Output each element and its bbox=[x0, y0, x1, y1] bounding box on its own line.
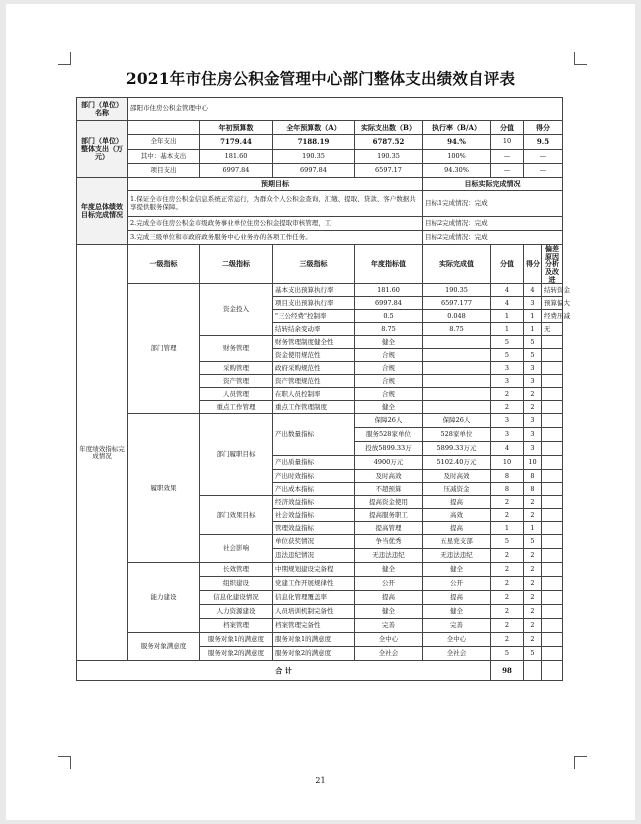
ind-actual: 190.35 bbox=[423, 284, 491, 297]
ind-note bbox=[542, 336, 563, 349]
ind-got: 8 bbox=[524, 483, 542, 496]
ind-target: 0.5 bbox=[355, 310, 423, 323]
budget-header: 实际支出数（B） bbox=[355, 121, 423, 135]
budget-cell: 6787.52 bbox=[355, 135, 423, 150]
ind-actual: 5102.40万元 bbox=[423, 456, 491, 470]
ind-actual: 五星党支部 bbox=[423, 535, 491, 549]
ind-got: 10 bbox=[524, 456, 542, 470]
ind-score: 2 bbox=[491, 549, 524, 563]
goals-header-target: 预期目标 bbox=[128, 178, 423, 191]
ind-l3: 政府采购规范性 bbox=[273, 362, 355, 375]
unit-name: 邵阳市住房公积金管理中心 bbox=[128, 98, 563, 121]
budget-cell: 10 bbox=[491, 135, 524, 150]
ind-note bbox=[542, 442, 563, 456]
goals-label: 年度总体绩效目标完成情况 bbox=[77, 178, 128, 245]
ind-l3: 财务管理制度健全性 bbox=[273, 336, 355, 349]
ind-score: 2 bbox=[491, 605, 524, 619]
ind-l1: 能力建设 bbox=[128, 563, 200, 633]
ind-target: 提高管理 bbox=[355, 522, 423, 535]
ind-l1: 部门管理 bbox=[128, 284, 200, 414]
ind-target: 投放5899.33万 bbox=[355, 442, 423, 456]
ind-header: 偏差原因分析及改进 bbox=[542, 245, 563, 284]
ind-note bbox=[542, 577, 563, 591]
ind-target: 公开 bbox=[355, 577, 423, 591]
ind-target: 提高资金使用 bbox=[355, 496, 423, 509]
ind-got: 3 bbox=[524, 375, 542, 388]
ind-score: 3 bbox=[491, 414, 524, 428]
goal-actual: 目标2完成情况：完成 bbox=[423, 217, 563, 231]
ind-actual bbox=[423, 375, 491, 388]
ind-l2: 人员管理 bbox=[200, 388, 273, 401]
ind-actual: 全社会 bbox=[423, 647, 491, 661]
ind-target: 全中心 bbox=[355, 633, 423, 647]
ind-header: 实际完成值 bbox=[423, 245, 491, 284]
ind-score: 2 bbox=[491, 619, 524, 633]
ind-l3: 产出数量指标 bbox=[273, 414, 355, 456]
ind-target: 完善 bbox=[355, 619, 423, 633]
ind-header: 分值 bbox=[491, 245, 524, 284]
ind-note bbox=[542, 456, 563, 470]
ind-target: 合规 bbox=[355, 362, 423, 375]
ind-target: 合规 bbox=[355, 388, 423, 401]
ind-note bbox=[542, 522, 563, 535]
ind-l3: 单位获奖情况 bbox=[273, 535, 355, 549]
ind-l2: 部门效果目标 bbox=[200, 496, 273, 535]
ind-actual bbox=[423, 336, 491, 349]
ind-score: 5 bbox=[491, 647, 524, 661]
ind-actual: 健全 bbox=[423, 563, 491, 577]
goal-actual: 目标1完成情况：完成 bbox=[423, 191, 563, 217]
ind-actual bbox=[423, 349, 491, 362]
budget-cell: 6597.17 bbox=[355, 164, 423, 178]
ind-note bbox=[542, 470, 563, 483]
ind-target: 合规 bbox=[355, 349, 423, 362]
ind-actual bbox=[423, 401, 491, 414]
budget-label: 部门（单位）整体支出（万元） bbox=[77, 121, 128, 178]
total-value: 98 bbox=[491, 661, 524, 681]
ind-actual bbox=[423, 388, 491, 401]
ind-got: 2 bbox=[524, 401, 542, 414]
ind-target: 健全 bbox=[355, 605, 423, 619]
budget-cell: 7179.44 bbox=[200, 135, 273, 150]
ind-note bbox=[542, 414, 563, 428]
ind-l3: 重点工作管理制度 bbox=[273, 401, 355, 414]
ind-l2: 信息化建设情况 bbox=[200, 591, 273, 605]
document-page bbox=[6, 4, 635, 820]
ind-target: 健全 bbox=[355, 401, 423, 414]
ind-actual: 全中心 bbox=[423, 633, 491, 647]
ind-l2: 组织建设 bbox=[200, 577, 273, 591]
goals-header-actual: 目标实际完成情况 bbox=[423, 178, 563, 191]
ind-actual: 提高 bbox=[423, 496, 491, 509]
ind-note bbox=[542, 349, 563, 362]
ind-header: 一级指标 bbox=[128, 245, 200, 284]
budget-cell: 9.5 bbox=[524, 135, 563, 150]
ind-target: 提高服务职工 bbox=[355, 509, 423, 522]
ind-l2: 服务对象1的满意度 bbox=[200, 633, 273, 647]
ind-l3: 经济效益指标 bbox=[273, 496, 355, 509]
evaluation-table bbox=[76, 97, 570, 681]
ind-got: 3 bbox=[524, 362, 542, 375]
ind-note bbox=[542, 401, 563, 414]
ind-got: 2 bbox=[524, 563, 542, 577]
ind-got: 2 bbox=[524, 549, 542, 563]
ind-l3: 违法违纪情况 bbox=[273, 549, 355, 563]
ind-note: 经费压减 bbox=[542, 310, 563, 323]
unit-label: 部门（单位）名称 bbox=[77, 98, 128, 121]
ind-actual: 及时高效 bbox=[423, 470, 491, 483]
ind-actual: 压减资金 bbox=[423, 483, 491, 496]
ind-score: 4 bbox=[491, 297, 524, 310]
budget-cell: 6997.84 bbox=[200, 164, 273, 178]
ind-note bbox=[542, 375, 563, 388]
ind-l3: 资金使用规范性 bbox=[273, 349, 355, 362]
ind-header: 得分 bbox=[524, 245, 542, 284]
ind-l3: "三公经费"控制率 bbox=[273, 310, 355, 323]
budget-header: 年初预算数 bbox=[200, 121, 273, 135]
ind-got: 3 bbox=[524, 414, 542, 428]
ind-score: 3 bbox=[491, 362, 524, 375]
ind-target: 提高 bbox=[355, 591, 423, 605]
ind-note bbox=[542, 647, 563, 661]
ind-l2: 长效管理 bbox=[200, 563, 273, 577]
ind-l2: 资产管理 bbox=[200, 375, 273, 388]
ind-l3: 资产管理规范性 bbox=[273, 375, 355, 388]
ind-score: 4 bbox=[491, 284, 524, 297]
ind-l3: 项目支出预算执行率 bbox=[273, 297, 355, 310]
budget-cell: — bbox=[491, 164, 524, 178]
goal-target: 3.完成三级单位和市政府政务服务中心业务办的各项工作任务。 bbox=[128, 231, 423, 245]
budget-cell: 190.35 bbox=[273, 150, 355, 164]
ind-target: 合规 bbox=[355, 375, 423, 388]
ind-actual: 保障26人 bbox=[423, 414, 491, 428]
ind-got: 5 bbox=[524, 349, 542, 362]
ind-l3: 产出时效指标 bbox=[273, 470, 355, 483]
ind-l3: 社会效益指标 bbox=[273, 509, 355, 522]
ind-score: 3 bbox=[491, 428, 524, 442]
ind-l3: 在职人员控制率 bbox=[273, 388, 355, 401]
budget-row-name: 全年支出 bbox=[128, 135, 200, 150]
ind-l3: 产出成本指标 bbox=[273, 483, 355, 496]
ind-l3: 服务对象2的满意度 bbox=[273, 647, 355, 661]
ind-note: 无 bbox=[542, 323, 563, 336]
crop-mark bbox=[58, 52, 71, 65]
ind-note bbox=[542, 591, 563, 605]
ind-actual: 6597.177 bbox=[423, 297, 491, 310]
ind-target: 4900万元 bbox=[355, 456, 423, 470]
ind-l3: 信息化管理覆盖率 bbox=[273, 591, 355, 605]
ind-note: 预算偏大 bbox=[542, 297, 563, 310]
ind-got: 2 bbox=[524, 577, 542, 591]
ind-l3: 结转结余变动率 bbox=[273, 323, 355, 336]
ind-actual: 528家单位 bbox=[423, 428, 491, 442]
ind-target: 无违法违纪 bbox=[355, 549, 423, 563]
crop-mark bbox=[58, 756, 71, 769]
ind-got: 3 bbox=[524, 442, 542, 456]
ind-header: 年度指标值 bbox=[355, 245, 423, 284]
ind-score: 4 bbox=[491, 442, 524, 456]
ind-actual bbox=[423, 362, 491, 375]
ind-l3: 基本支出预算执行率 bbox=[273, 284, 355, 297]
ind-note bbox=[542, 535, 563, 549]
budget-cell: — bbox=[524, 150, 563, 164]
ind-l3: 党建工作开展规律性 bbox=[273, 577, 355, 591]
budget-cell: — bbox=[491, 150, 524, 164]
budget-cell: 7188.19 bbox=[273, 135, 355, 150]
ind-l3: 人员培训机制完备性 bbox=[273, 605, 355, 619]
ind-score: 2 bbox=[491, 388, 524, 401]
budget-corner bbox=[128, 121, 200, 135]
ind-score: 8 bbox=[491, 470, 524, 483]
ind-got: 2 bbox=[524, 619, 542, 633]
budget-header: 执行率（B/A） bbox=[423, 121, 491, 135]
ind-score: 1 bbox=[491, 522, 524, 535]
ind-note bbox=[542, 605, 563, 619]
crop-mark bbox=[574, 756, 587, 769]
ind-actual: 完善 bbox=[423, 619, 491, 633]
indicators-label: 年度绩效指标完成情况 bbox=[77, 245, 128, 661]
total-empty bbox=[542, 661, 563, 681]
ind-l1: 服务对象满意度 bbox=[128, 633, 200, 661]
ind-score: 2 bbox=[491, 509, 524, 522]
ind-note bbox=[542, 483, 563, 496]
ind-actual: 提高 bbox=[423, 591, 491, 605]
ind-l3: 管理效益指标 bbox=[273, 522, 355, 535]
ind-target: 8.75 bbox=[355, 323, 423, 336]
ind-got: 2 bbox=[524, 605, 542, 619]
ind-got: 4 bbox=[524, 284, 542, 297]
ind-header: 二级指标 bbox=[200, 245, 273, 284]
page-title: 2021年市住房公积金管理中心部门整体支出绩效自评表 bbox=[125, 69, 516, 88]
ind-got: 1 bbox=[524, 310, 542, 323]
ind-target: 健全 bbox=[355, 563, 423, 577]
ind-l2: 档案管理 bbox=[200, 619, 273, 633]
budget-cell: 181.60 bbox=[200, 150, 273, 164]
ind-header: 三级指标 bbox=[273, 245, 355, 284]
ind-got: 3 bbox=[524, 297, 542, 310]
ind-target: 不超预算 bbox=[355, 483, 423, 496]
ind-l3: 服务对象1的满意度 bbox=[273, 633, 355, 647]
goal-target: 2.完成全市住房公积金市级政务事业单位住房公积金提取审核管理，工 bbox=[128, 217, 423, 231]
ind-target: 健全 bbox=[355, 336, 423, 349]
ind-score: 2 bbox=[491, 633, 524, 647]
ind-score: 5 bbox=[491, 535, 524, 549]
budget-cell: — bbox=[524, 164, 563, 178]
ind-actual: 高效 bbox=[423, 509, 491, 522]
ind-note bbox=[542, 619, 563, 633]
ind-l2: 财务管理 bbox=[200, 336, 273, 362]
ind-got: 3 bbox=[524, 428, 542, 442]
budget-header: 全年预算数（A） bbox=[273, 121, 355, 135]
ind-target: 181.60 bbox=[355, 284, 423, 297]
ind-actual: 无违法违纪 bbox=[423, 549, 491, 563]
ind-note bbox=[542, 509, 563, 522]
ind-actual: 8.75 bbox=[423, 323, 491, 336]
budget-cell: 100% bbox=[423, 150, 491, 164]
ind-got: 2 bbox=[524, 633, 542, 647]
ind-got: 2 bbox=[524, 496, 542, 509]
ind-l3: 产出质量指标 bbox=[273, 456, 355, 470]
budget-cell: 94.% bbox=[423, 135, 491, 150]
ind-score: 2 bbox=[491, 577, 524, 591]
budget-cell: 6997.84 bbox=[273, 164, 355, 178]
ind-actual: 0.048 bbox=[423, 310, 491, 323]
ind-got: 5 bbox=[524, 647, 542, 661]
ind-got: 5 bbox=[524, 336, 542, 349]
ind-l1: 履职效果 bbox=[128, 414, 200, 563]
ind-note bbox=[542, 549, 563, 563]
ind-score: 1 bbox=[491, 323, 524, 336]
ind-l3: 档案管理完备性 bbox=[273, 619, 355, 633]
ind-score: 1 bbox=[491, 310, 524, 323]
budget-cell: 190.35 bbox=[355, 150, 423, 164]
ind-l2: 部门履职目标 bbox=[200, 414, 273, 496]
ind-score: 3 bbox=[491, 375, 524, 388]
ind-score: 5 bbox=[491, 349, 524, 362]
ind-note bbox=[542, 388, 563, 401]
ind-l2: 资金投入 bbox=[200, 284, 273, 336]
ind-target: 服务528家单位 bbox=[355, 428, 423, 442]
ind-score: 2 bbox=[491, 563, 524, 577]
budget-row-name: 项目支出 bbox=[128, 164, 200, 178]
ind-l2: 采购管理 bbox=[200, 362, 273, 375]
ind-l2: 重点工作管理 bbox=[200, 401, 273, 414]
ind-got: 2 bbox=[524, 591, 542, 605]
ind-target: 全社会 bbox=[355, 647, 423, 661]
ind-got: 2 bbox=[524, 388, 542, 401]
ind-score: 10 bbox=[491, 456, 524, 470]
ind-target: 及时高效 bbox=[355, 470, 423, 483]
goal-target: 1.保证全市住房公积金信息系统正常运行，为群众个人公积金查询、汇缴、提取、贷款、客户数据共享提供服务保障。 bbox=[128, 191, 423, 217]
ind-got: 2 bbox=[524, 509, 542, 522]
ind-note bbox=[542, 428, 563, 442]
ind-note: 结转资金 bbox=[542, 284, 563, 297]
ind-actual: 公开 bbox=[423, 577, 491, 591]
ind-score: 5 bbox=[491, 336, 524, 349]
ind-score: 8 bbox=[491, 483, 524, 496]
crop-mark bbox=[574, 52, 587, 65]
ind-target: 保障26人 bbox=[355, 414, 423, 428]
ind-got: 1 bbox=[524, 522, 542, 535]
ind-note bbox=[542, 362, 563, 375]
ind-score: 2 bbox=[491, 401, 524, 414]
ind-note bbox=[542, 633, 563, 647]
total-empty bbox=[524, 661, 542, 681]
ind-l2: 人力资源建设 bbox=[200, 605, 273, 619]
goal-actual: 目标2完成情况：完成 bbox=[423, 231, 563, 245]
ind-target: 6997.84 bbox=[355, 297, 423, 310]
ind-score: 2 bbox=[491, 591, 524, 605]
ind-note bbox=[542, 563, 563, 577]
page-number: 21 bbox=[315, 776, 326, 785]
budget-header: 得分 bbox=[524, 121, 563, 135]
ind-got: 8 bbox=[524, 470, 542, 483]
ind-actual: 5899.33万元 bbox=[423, 442, 491, 456]
budget-row-name: 其中：基本支出 bbox=[128, 150, 200, 164]
ind-actual: 提高 bbox=[423, 522, 491, 535]
ind-l2: 服务对象2的满意度 bbox=[200, 647, 273, 661]
ind-got: 1 bbox=[524, 323, 542, 336]
ind-actual: 健全 bbox=[423, 605, 491, 619]
ind-target: 争当优秀 bbox=[355, 535, 423, 549]
budget-cell: 94.30% bbox=[423, 164, 491, 178]
ind-l2: 社会影响 bbox=[200, 535, 273, 563]
ind-l3: 中期规划建设完备程 bbox=[273, 563, 355, 577]
total-label: 合 计 bbox=[77, 661, 491, 681]
ind-got: 5 bbox=[524, 535, 542, 549]
ind-note bbox=[542, 496, 563, 509]
budget-header: 分值 bbox=[491, 121, 524, 135]
ind-score: 2 bbox=[491, 496, 524, 509]
